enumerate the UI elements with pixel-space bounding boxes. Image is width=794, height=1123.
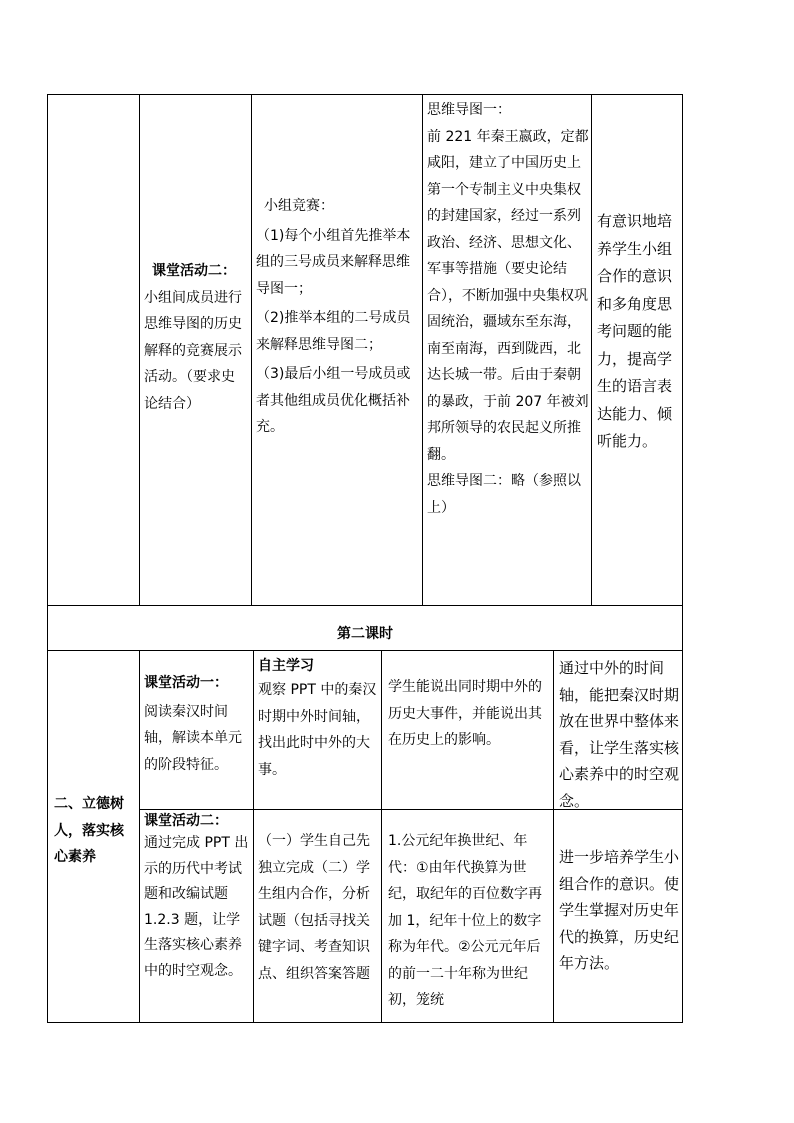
row2-col3 [258, 655, 378, 783]
goal-text: 进一步培养学生小组合作的意识。使学生掌握对历史年代的换算，历史纪年方法。 [559, 848, 680, 972]
table-col-divider [139, 650, 140, 1023]
row3-col2 [144, 811, 250, 984]
table-col-divider [553, 650, 554, 1023]
method-text: （一）学生自己先独立完成（二）学生组内合作，分析试题（包括寻找关键字词、考查知识点、组织答案答题 [258, 833, 370, 982]
table-col-divider [422, 94, 423, 606]
row2-col5 [559, 655, 680, 814]
table-col-divider [139, 94, 140, 606]
row3-col4 [388, 828, 550, 1014]
table-border-left [47, 94, 48, 1023]
table-col-divider [381, 650, 382, 1023]
table-col-divider [253, 650, 254, 1023]
table-row-divider [47, 605, 683, 606]
self-study-content: 观察 PPT 中的秦汉时期中外时间轴，找出此时中外的大事。 [258, 682, 377, 778]
outcome-text: 学生能说出同时期中外的历史大事件，并能说出其在历史上的影响。 [388, 679, 542, 748]
row1-col3 [256, 193, 419, 441]
activity-title: 课堂活动二： [144, 813, 228, 829]
section2-label: 二、立德树人，落实核心素养 [54, 796, 124, 865]
activity-title: 课堂活动二： [152, 263, 236, 279]
activity-description: 通过完成 PPT 出示的历代中考试题和改编试题 1.2.3 题，让学生落实核心素养中的时空观念。 [144, 835, 249, 979]
row3-col3 [258, 828, 378, 987]
table-col-divider [591, 94, 592, 606]
row2-col2 [144, 670, 248, 778]
self-study-title: 自主学习 [258, 658, 314, 674]
row3-col5 [559, 844, 680, 977]
table-row-divider [47, 650, 683, 651]
activity-description: 阅读秦汉时间轴，解读本单元的阶段特征。 [144, 703, 242, 773]
row1-col2 [144, 258, 248, 417]
goal-text: 有意识地培养学生小组合作的意识和多角度思考问题的能力，提高学生的语言表达能力、倾听能力。 [597, 212, 673, 450]
goal-text: 通过中外的时间轴，能把秦汉时期放在世界中整体来看，让学生落实核心素养中的时空观念。 [559, 659, 680, 810]
section-header: 第二课时 [337, 626, 393, 642]
row2-col4 [388, 674, 550, 754]
table-col-divider [251, 94, 252, 606]
mindmap-2-heading: 思维导图二：略（参照以上） [427, 473, 581, 516]
row1-col4 [427, 97, 589, 521]
activity-description: 小组间成员进行思维导图的历史解释的竞赛展示活动。（要求史论结合） [144, 289, 242, 412]
contest-step-2: （2)推举本组的二号成员来解释思维导图二； [256, 310, 411, 353]
mindmap-1-heading: 思维导图一： [427, 102, 511, 118]
mindmap-1-content: 前 221 年秦王嬴政，定都咸阳，建立了中国历史上第一个专制主义中央集权的封建国家，经过一系列政治、经济、思想文化、军事等措施（要史论结合），不断加强中央集权巩固统治，疆域东至东海，南至南海，西到陇西，北达长城一带。后由于秦朝的暴政，于前 207 年被刘邦所领导的农民起义所推翻。 [427, 128, 589, 463]
table-border-top [47, 94, 683, 95]
table-border-bottom [47, 1022, 683, 1023]
contest-step-3: （3)最后小组一号成员或者其他组成员优化概括补充。 [256, 366, 411, 435]
activity-title: 课堂活动一： [144, 675, 228, 691]
method-content: 1.公元纪年换世纪、年代：①由年代换算为世纪，取纪年的百位数字再加 1，纪年十位上的数字称为年代。②公元元年后的前一二十年称为世纪初，笼统 [388, 833, 542, 1008]
contest-step-1: （1)每个小组首先推举本组的三号成员来解释思维导图一； [256, 227, 411, 297]
group-contest-title: 小组竞赛： [264, 198, 334, 214]
table-border-right [682, 94, 683, 1023]
row1-col5 [597, 208, 679, 456]
